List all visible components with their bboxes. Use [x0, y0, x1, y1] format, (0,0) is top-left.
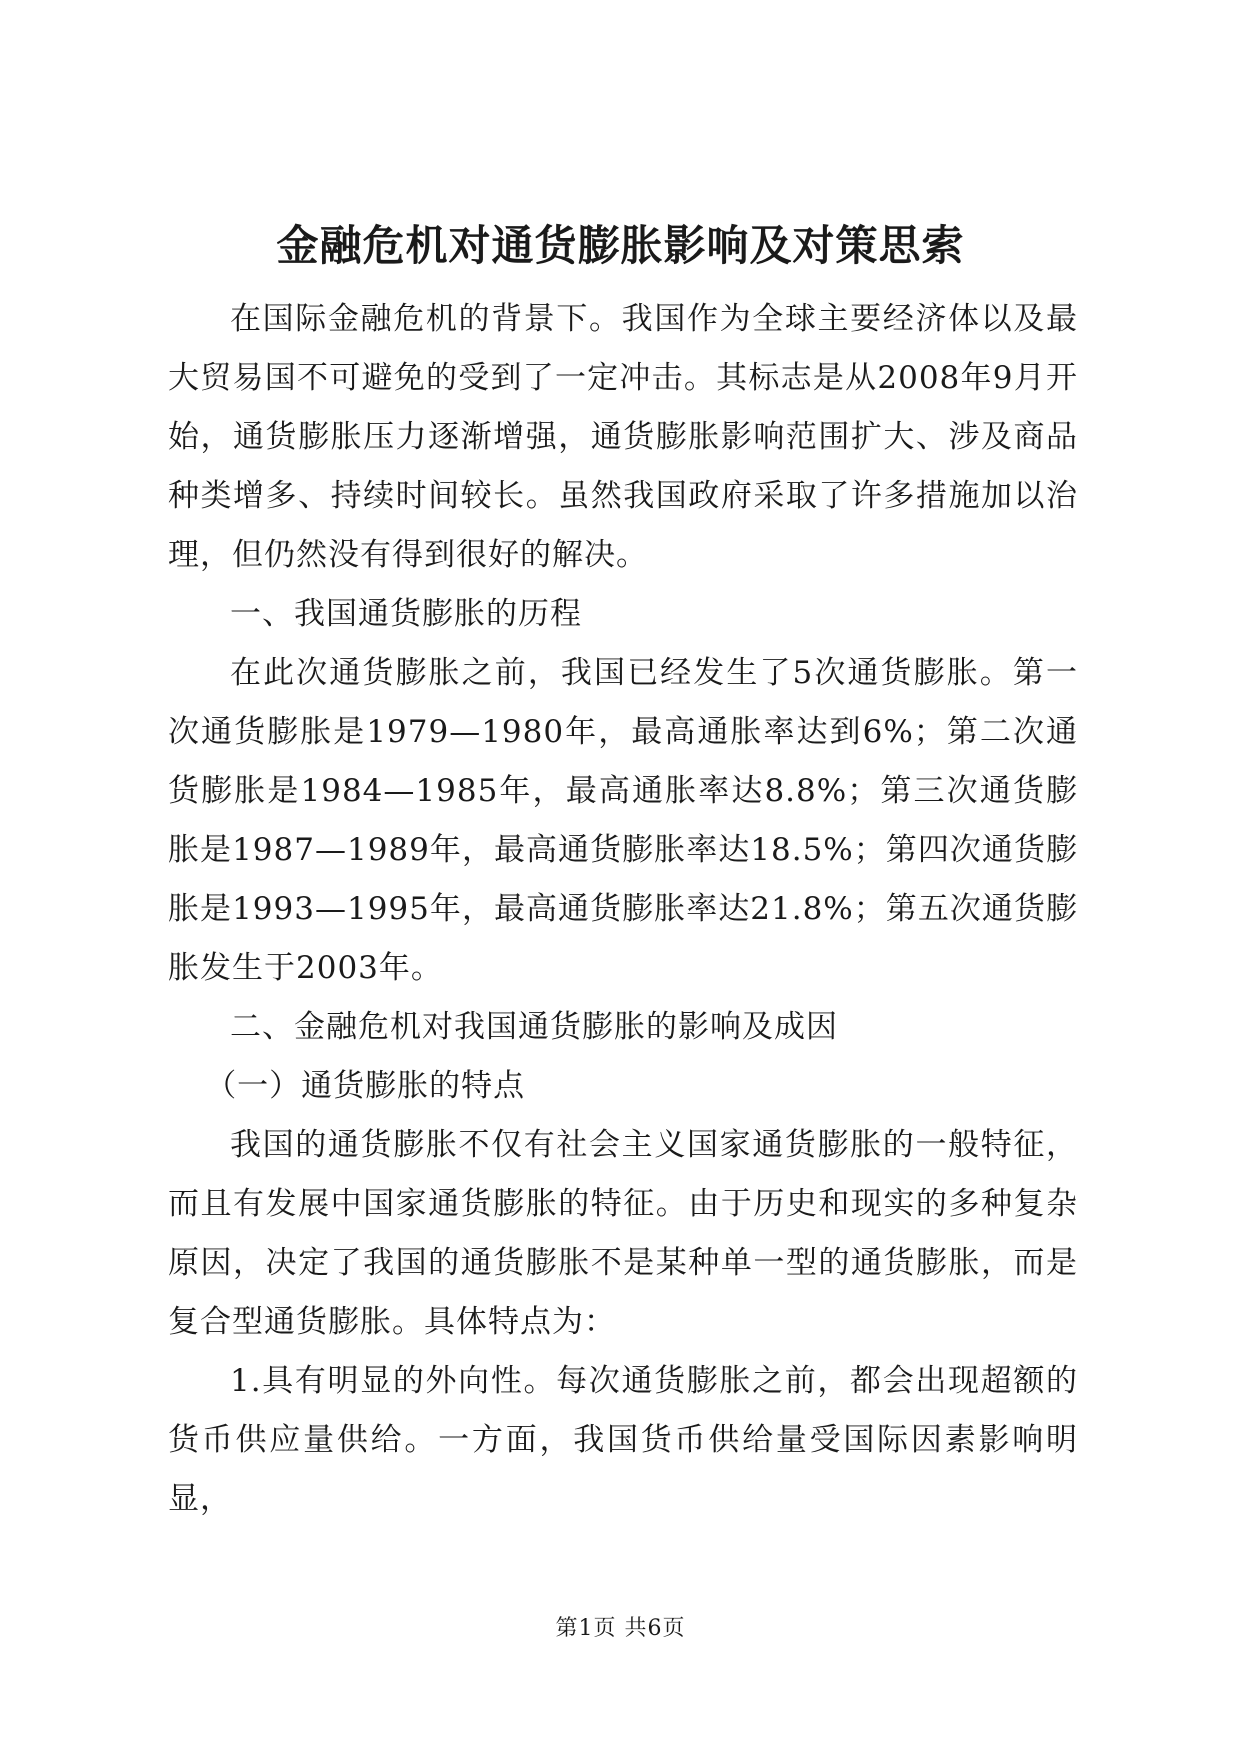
document-body [168, 290, 1078, 1529]
document-title: 金融危机对通货膨胀影响及对策思索 [276, 221, 965, 270]
paragraph-history: 在此次通货膨胀之前，我国已经发生了5次通货膨胀。第一次通货膨胀是1979—1980年，最高通胀率达到6%；第二次通货膨胀是1984—1985年，最高通胀率达8.8%；第三次通货膨胀是1987—1989年，最高通货膨胀率达18.5%；第四次通货膨胀是1993—1995年，最高通货膨胀率达21.8%；第五次通货膨胀发生于2003年。 [168, 655, 1078, 986]
paragraph-features: 我国的通货膨胀不仅有社会主义国家通货膨胀的一般特征，而且有发展中国家通货膨胀的特征。由于历史和现实的多种复杂原因，决定了我国的通货膨胀不是某种单一型的通货膨胀，而是复合型通货膨胀。具体特点为： [168, 1127, 1078, 1340]
paragraph-intro: 在国际金融危机的背景下。我国作为全球主要经济体以及最大贸易国不可避免的受到了一定冲击。其标志是从2008年9月开始，通货膨胀压力逐渐增强，通货膨胀影响范围扩大、涉及商品种类增多、持续时间较长。虽然我国政府采取了许多措施加以治理，但仍然没有得到很好的解决。 [168, 301, 1078, 573]
paragraph-point-1: 1.具有明显的外向性。每次通货膨胀之前，都会出现超额的货币供应量供给。一方面，我国货币供给量受国际因素影响明显， [168, 1363, 1078, 1517]
section-heading-history: 一、我国通货膨胀的历程 [230, 596, 582, 632]
section-heading-impact: 二、金融危机对我国通货膨胀的影响及成因 [230, 1009, 838, 1045]
subsection-heading-features: （一）通货膨胀的特点 [205, 1068, 526, 1104]
page-indicator: 第1页 共6页 [555, 1616, 686, 1641]
